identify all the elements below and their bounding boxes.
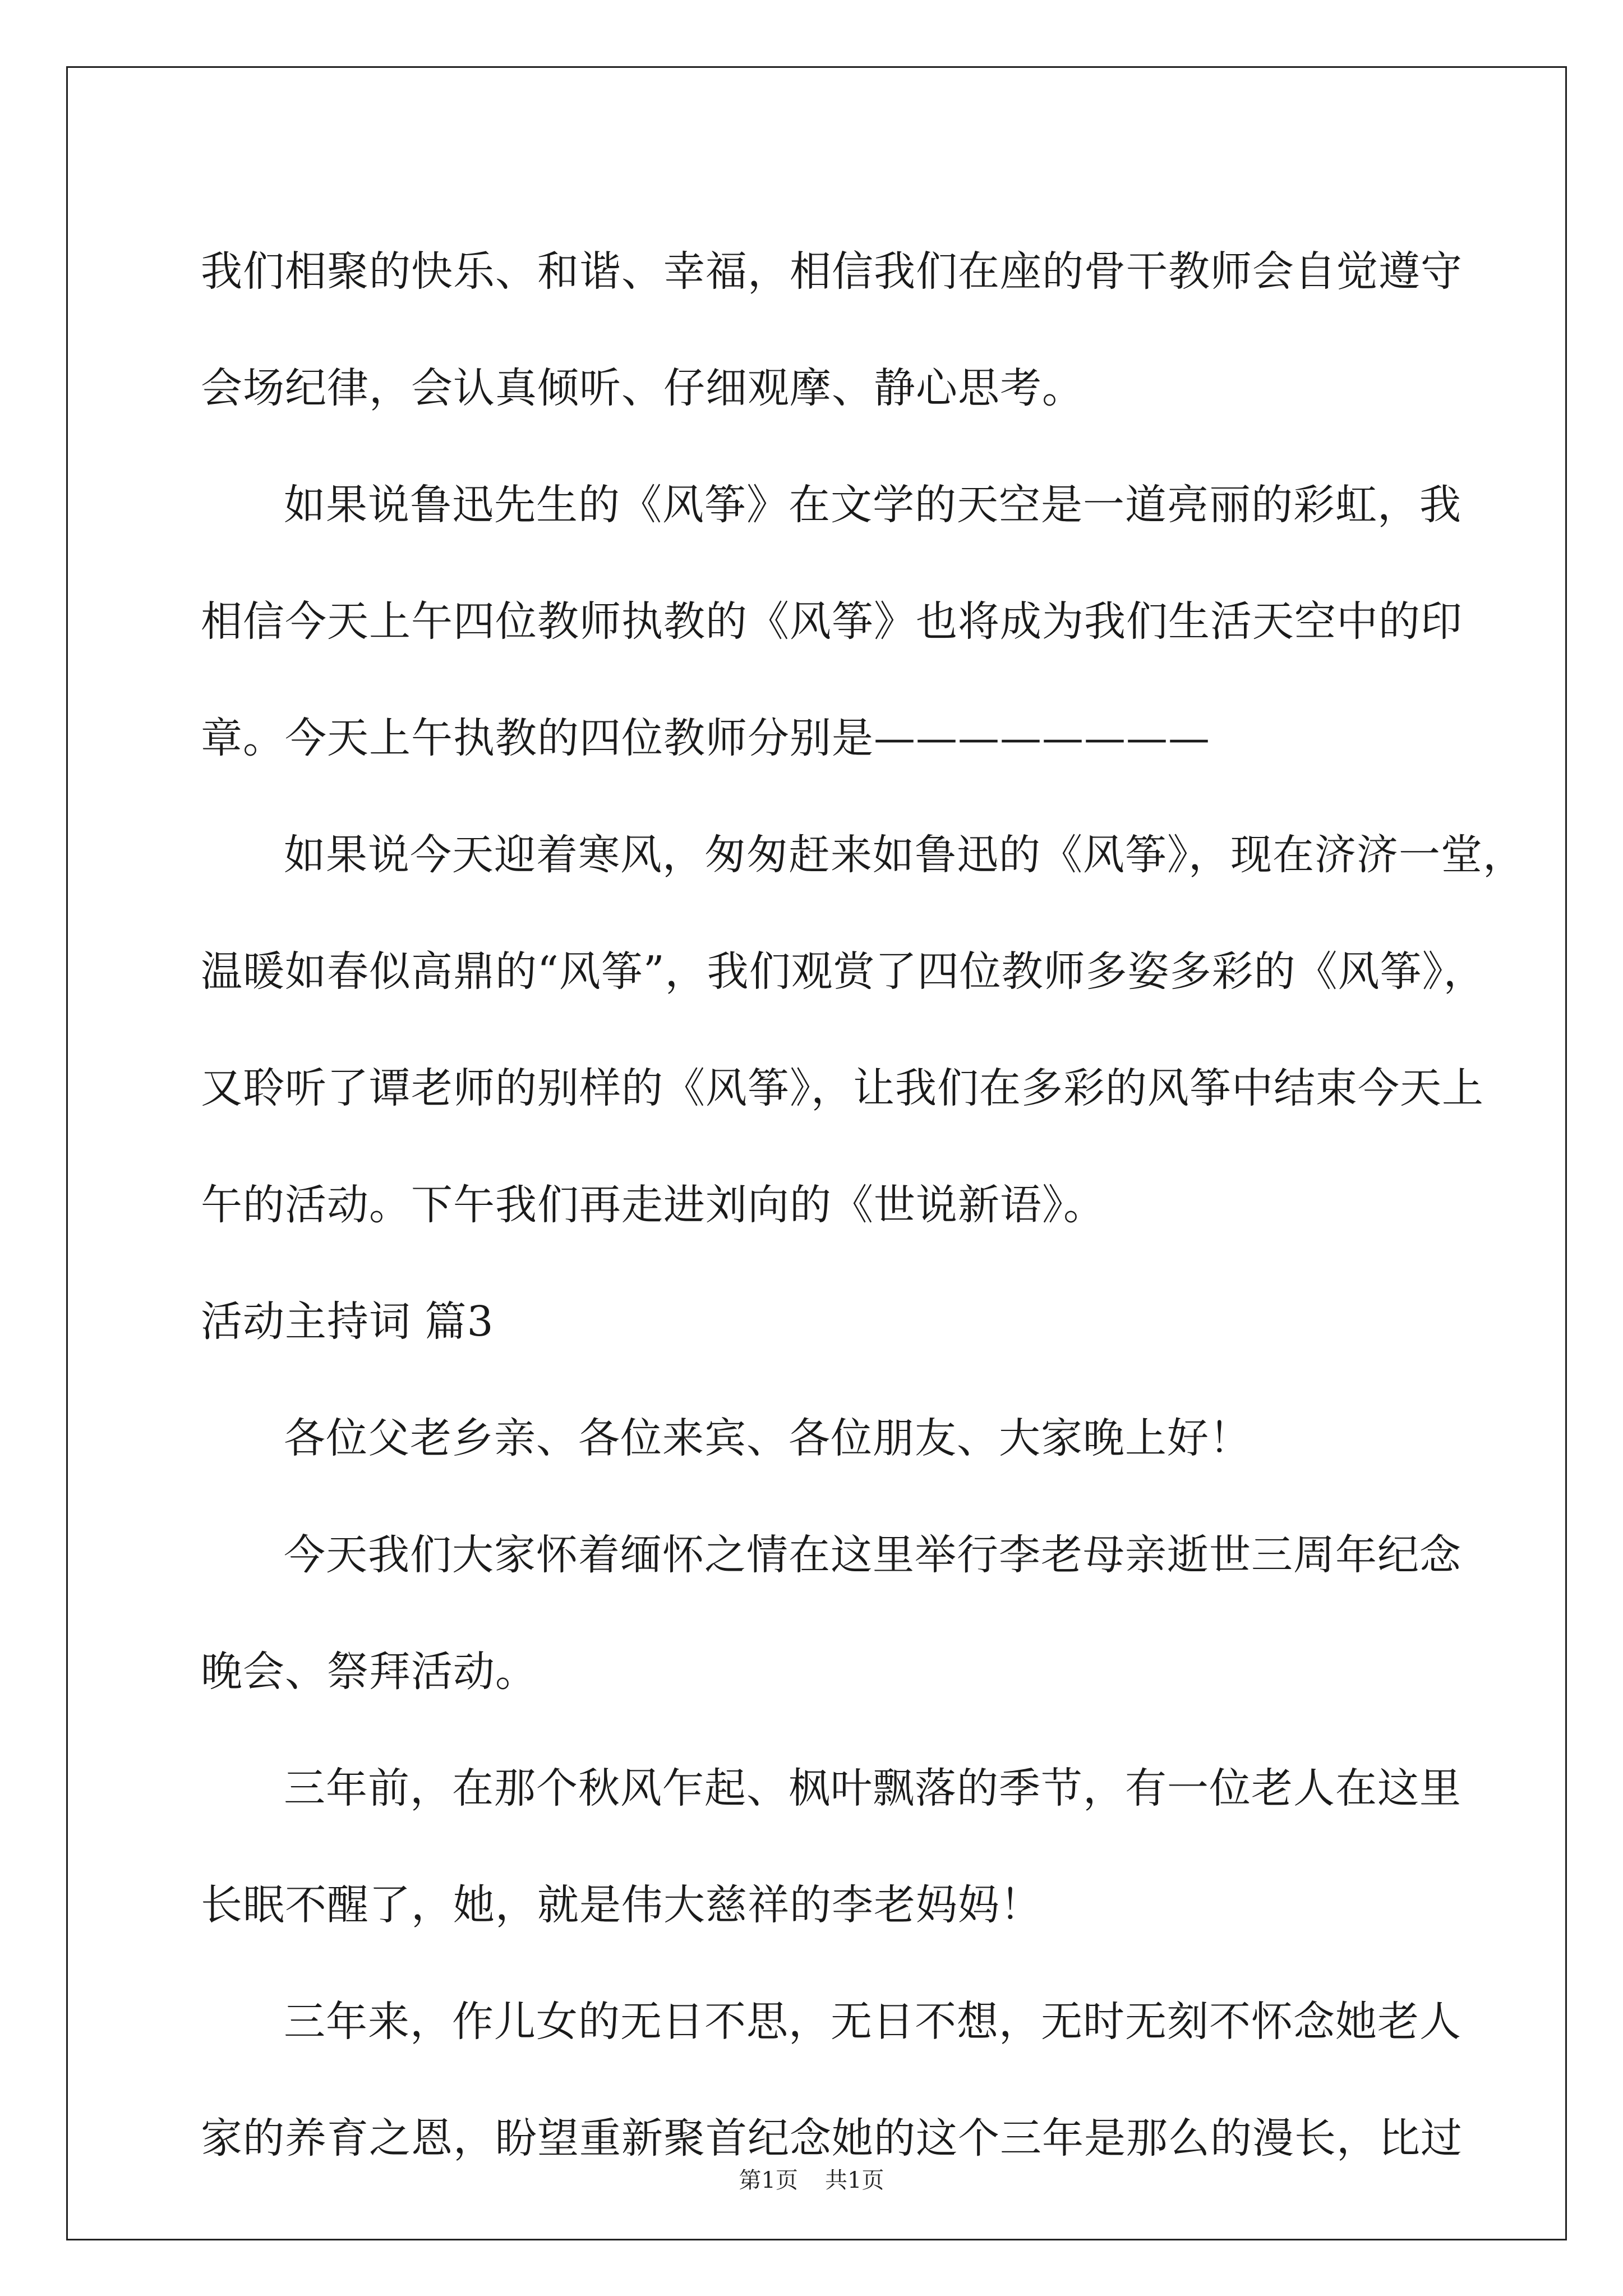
paragraph-line: 三年来，作儿女的无日不思，无日不想，无时无刻不怀念她老人 xyxy=(284,1998,1461,2046)
page-footer xyxy=(0,2164,1623,2197)
paragraph-line: 长眠不醒了，她，就是伟大慈祥的李老妈妈！ xyxy=(201,1881,1042,1929)
paragraph-line: 三年前，在那个秋风乍起、枫叶飘落的季节，有一位老人在这里 xyxy=(284,1764,1461,1812)
section-heading: 活动主持词 篇3 xyxy=(201,1297,494,1346)
paragraph-line: 各位父老乡亲、各位来宾、各位朋友、大家晚上好！ xyxy=(284,1414,1251,1462)
paragraph-line: 温暖如春似高鼎的“风筝”，我们观赏了四位教师多姿多彩的《风筝》， xyxy=(201,947,1486,996)
paragraph-line: 今天我们大家怀着缅怀之情在这里举行李老母亲逝世三周年纪念 xyxy=(284,1531,1461,1579)
page-total: 共1页 xyxy=(825,2168,884,2193)
paragraph-line: 会场纪律，会认真倾听、仔细观摩、静心思考。 xyxy=(201,364,1084,412)
paragraph-line: 如果说鲁迅先生的《风筝》在文学的天空是一道亮丽的彩虹，我 xyxy=(284,481,1461,529)
page-number: 第1页 xyxy=(739,2168,798,2193)
paragraph-line: 如果说今天迎着寒风，匆匆赶来如鲁迅的《风筝》，现在济济一堂， xyxy=(284,831,1525,879)
paragraph-line: 我们相聚的快乐、和谐、幸福，相信我们在座的骨干教师会自觉遵守 xyxy=(201,247,1463,296)
paragraph-line: 相信今天上午四位教师执教的《风筝》也将成为我们生活天空中的印 xyxy=(201,597,1463,646)
paragraph-line: 又聆听了谭老师的别样的《风筝》，让我们在多彩的风筝中结束今天上 xyxy=(201,1064,1484,1112)
paragraph-line: 家的养育之恩，盼望重新聚首纪念她的这个三年是那么的漫长，比过 xyxy=(201,2114,1463,2162)
paragraph-line: 章。今天上午执教的四位教师分别是———————— xyxy=(201,714,1210,762)
document-body xyxy=(201,213,1525,2197)
paragraph-line: 晚会、祭拜活动。 xyxy=(201,1648,537,1696)
paragraph-line: 午的活动。下午我们再走进刘向的《世说新语》。 xyxy=(201,1181,1105,1229)
